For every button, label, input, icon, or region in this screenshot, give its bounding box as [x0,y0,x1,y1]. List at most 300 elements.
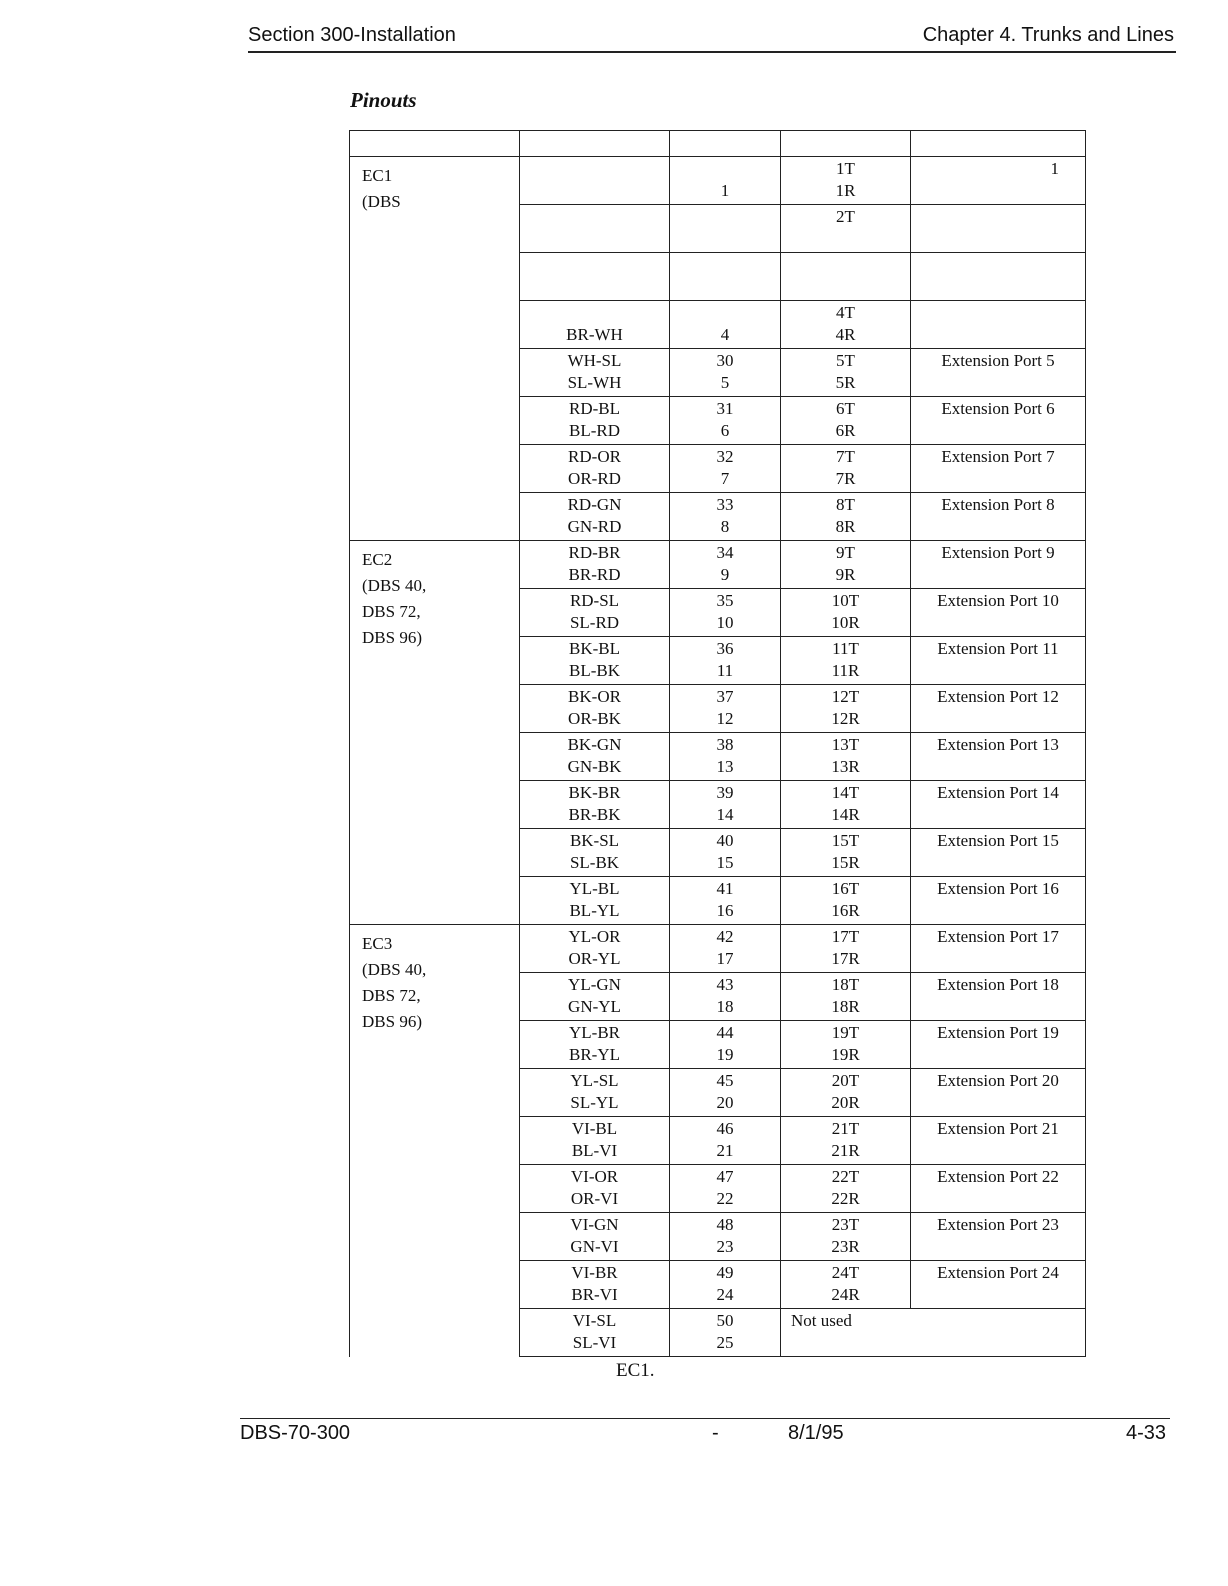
wire-color-cell-line: YL-BR [569,1023,620,1042]
pin-number-cell [670,541,781,589]
extension-port-cell [911,973,1086,1021]
pin-number-cell-line [670,158,780,180]
pin-number-cell-line: 43 [716,975,734,994]
wire-color-cell [520,253,670,301]
footer-page-number: 4-33 [1125,1422,1166,1444]
pin-number-cell-line: 9 [720,565,730,584]
wire-color-cell [520,1165,670,1213]
pin-number-cell-line: 14 [716,805,734,824]
pin-number-cell-line: 11 [716,661,734,680]
tip-ring-cell [781,733,911,781]
wire-color-cell [520,733,670,781]
wire-color-cell-line: GN-VI [570,1237,619,1256]
tip-ring-cell-line: 17R [831,949,860,968]
extension-port-cell [911,877,1086,925]
tip-ring-cell [781,541,911,589]
tip-ring-cell-line: 22T [831,1167,860,1186]
footer-date: 8/1/95 [788,1422,844,1444]
extension-port-cell [911,1021,1086,1069]
pin-number-cell-line [670,276,780,298]
footer-doc-number: DBS-70-300 [240,1422,351,1444]
wire-color-cell [520,781,670,829]
extension-port-cell [911,925,1086,973]
tip-ring-cell-line: 20R [831,1093,860,1112]
pin-number-cell [670,781,781,829]
pin-number-cell-line: 22 [716,1189,734,1208]
connector-group-line: DBS 96) [362,1012,422,1031]
extension-port-label: Extension Port 19 [937,1023,1059,1042]
tip-ring-cell [781,157,911,205]
pin-number-cell-line: 20 [716,1093,734,1112]
extension-port-cell [911,781,1086,829]
pin-number-cell-line: 35 [716,591,734,610]
wire-color-cell [520,685,670,733]
tip-ring-cell [781,637,911,685]
connector-group-line: DBS 96) [362,628,422,647]
wire-color-cell [520,301,670,349]
wire-color-cell-line: SL-VI [572,1333,617,1352]
tip-ring-cell-line: 7R [835,469,856,488]
tip-ring-cell-line: 22R [831,1189,860,1208]
tip-ring-cell-line: 4T [836,303,855,322]
tip-ring-cell [781,397,911,445]
table-caption: EC1. [616,1360,655,1381]
extension-port-cell [911,685,1086,733]
pinout-table-container [349,130,1085,1357]
pin-number-cell [670,1021,781,1069]
pin-number-cell-line: 8 [720,517,730,536]
extension-port-label: Extension Port 14 [937,783,1059,802]
wire-color-cell [520,1261,670,1309]
tip-ring-cell-line: 10R [831,613,860,632]
tip-ring-cell-line: Not used [791,1311,852,1330]
wire-color-cell-line: RD-SL [569,591,620,610]
extension-port-cell [911,829,1086,877]
extension-port-label: Extension Port 13 [937,735,1059,754]
wire-color-cell-line: RD-OR [568,447,621,466]
pin-number-cell [670,397,781,445]
wire-color-cell-line: VI-OR [570,1167,619,1186]
wire-color-cell-line: RD-BL [569,399,620,418]
pin-number-cell-line: 24 [716,1285,734,1304]
wire-color-cell-line: YL-OR [568,927,621,946]
tip-ring-cell [781,829,911,877]
table-row [350,157,1086,205]
pin-number-cell-line [670,206,780,228]
tip-ring-cell-line [781,254,910,276]
wire-color-cell-line: BL-YL [569,901,620,920]
tip-ring-cell-line: 16R [831,901,860,920]
tip-ring-cell [781,1117,911,1165]
wire-color-cell [520,349,670,397]
pin-number-cell-line: 46 [716,1119,734,1138]
table-row [350,925,1086,973]
wire-color-cell-line: BK-BL [569,639,620,658]
header-rule [248,51,1176,53]
wire-color-cell-line: SL-WH [567,373,622,392]
wire-color-cell-line: BL-VI [571,1141,618,1160]
footer-separator: - [712,1422,719,1444]
extension-port-label: Extension Port 9 [941,543,1055,562]
connector-group-line: DBS 72, [362,986,421,1005]
wire-color-cell-line: BR-WH [566,325,623,344]
wire-color-cell-line: SL-YL [570,1093,619,1112]
tip-ring-cell-line: 24R [831,1285,860,1304]
tip-ring-cell-line: 16T [831,879,860,898]
tip-ring-cell [781,445,911,493]
pin-number-cell-line: 39 [716,783,734,802]
pin-number-cell-line [670,302,780,324]
extension-port-label: Extension Port 21 [937,1119,1059,1138]
pin-number-cell [670,1117,781,1165]
pin-number-cell [670,637,781,685]
pin-number-cell [670,1309,781,1357]
extension-port-label: Extension Port 22 [937,1167,1059,1186]
pin-number-cell-line: 49 [716,1263,734,1282]
wire-color-cell-line: BK-SL [569,831,620,850]
pin-number-cell [670,1165,781,1213]
extension-port-cell [911,301,1086,349]
connector-group-line: (DBS 40, [362,576,427,595]
pin-number-cell-line: 6 [720,421,730,440]
tip-ring-cell [781,589,911,637]
pin-number-cell-line: 18 [716,997,734,1016]
pin-number-cell-line: 34 [716,543,734,562]
tip-ring-cell [781,1021,911,1069]
wire-color-cell-line: YL-BL [569,879,620,898]
extension-port-label: Extension Port 23 [937,1215,1059,1234]
pin-number-cell [670,733,781,781]
pin-number-cell [670,685,781,733]
tip-ring-cell-line: 8T [836,495,855,514]
tip-ring-cell-line: 17T [831,927,860,946]
pin-number-cell [670,157,781,205]
wire-color-cell [520,541,670,589]
pin-number-cell [670,973,781,1021]
wire-color-cell-line [520,228,669,250]
pin-number-cell-line: 16 [716,901,734,920]
extension-port-cell [911,397,1086,445]
tip-ring-cell [781,1261,911,1309]
wire-color-cell-line: BL-RD [569,421,620,440]
wire-color-cell [520,637,670,685]
wire-color-cell-line: BR-YL [569,1045,620,1064]
extension-port-label: Extension Port 20 [937,1071,1059,1090]
extension-port-cell [911,1117,1086,1165]
extension-port-cell [911,637,1086,685]
pin-number-cell-line: 42 [716,927,734,946]
wire-color-cell-line: RD-GN [567,495,622,514]
wire-color-cell-line: WH-SL [567,351,622,370]
pin-number-cell [670,1261,781,1309]
header-section-title: Section 300-Installation [248,24,456,46]
tip-ring-cell-line: 9R [835,565,856,584]
wire-color-cell-line: YL-GN [568,975,621,994]
header-cell [781,131,911,157]
tip-ring-cell-line: 2T [836,207,855,226]
connector-group-ec3 [350,925,520,1357]
wire-color-cell-line: GN-BK [567,757,622,776]
header-cell [520,131,670,157]
pin-number-cell [670,1069,781,1117]
header-cell [670,131,781,157]
tip-ring-cell-line: 19T [831,1023,860,1042]
wire-color-cell-line: OR-BK [568,709,621,728]
wire-color-cell-line: BR-VI [571,1285,618,1304]
connector-group-ec1 [350,157,520,541]
wire-color-cell-line: VI-BR [571,1263,618,1282]
pin-number-cell [670,1213,781,1261]
extension-port-cell [911,205,1086,253]
tip-ring-cell-line: 18R [831,997,860,1016]
tip-ring-cell [781,205,911,253]
pinout-table [349,130,1086,1357]
wire-color-cell-line [520,180,669,202]
tip-ring-cell-line: 15T [831,831,860,850]
pin-number-cell-line: 1 [720,181,730,200]
wire-color-cell-line [520,206,669,228]
wire-color-cell-line: BR-RD [568,565,621,584]
extension-port-label: Extension Port 8 [941,495,1055,514]
wire-color-cell [520,205,670,253]
extension-port-label: Extension Port 18 [937,975,1059,994]
connector-group-line: (DBS [362,192,401,211]
wire-color-cell-line: YL-SL [570,1071,619,1090]
connector-group-line: (DBS 40, [362,960,427,979]
wire-color-cell [520,829,670,877]
wire-color-cell [520,1213,670,1261]
tip-ring-cell-line: 1T [836,159,855,178]
tip-ring-cell-line: 23R [831,1237,860,1256]
pin-number-cell-line: 13 [716,757,734,776]
pin-number-cell-line: 50 [716,1311,734,1330]
wire-color-cell [520,493,670,541]
pin-number-cell-line [670,228,780,250]
pin-number-cell-line: 10 [716,613,734,632]
wire-color-cell-line [520,302,669,324]
header-cell [350,131,520,157]
tip-ring-cell [781,781,911,829]
tip-ring-cell-line: 11R [831,661,860,680]
tip-ring-cell-line: 20T [831,1071,860,1090]
tip-ring-cell [781,1165,911,1213]
pin-number-cell [670,925,781,973]
tip-ring-cell-line: 21T [831,1119,860,1138]
wire-color-cell [520,1117,670,1165]
tip-ring-cell-line: 19R [831,1045,860,1064]
pin-number-cell-line: 17 [716,949,734,968]
tip-ring-cell-line: 18T [831,975,860,994]
wire-color-cell-line [520,276,669,298]
extension-port-cell [911,1261,1086,1309]
pin-number-cell [670,877,781,925]
pin-number-cell-line: 31 [716,399,734,418]
header-cell [911,131,1086,157]
wire-color-cell-line [520,254,669,276]
extension-port-label: Extension Port 6 [941,399,1055,418]
wire-color-cell-line: VI-GN [570,1215,619,1234]
wire-color-cell-line: BR-BK [568,805,621,824]
pin-number-cell [670,829,781,877]
tip-ring-cell-line: 6T [836,399,855,418]
pin-number-cell [670,349,781,397]
wire-color-cell [520,1021,670,1069]
pin-number-cell-line: 41 [716,879,734,898]
connector-group-ec2 [350,541,520,925]
tip-ring-cell-line: 11T [832,639,859,658]
connector-group-line: DBS 72, [362,602,421,621]
pin-number-cell-line: 4 [720,325,730,344]
tip-ring-cell [781,1069,911,1117]
wire-color-cell-line: BK-GN [567,735,622,754]
wire-color-cell-line [520,158,669,180]
pin-number-cell-line [670,254,780,276]
wire-color-cell-line: GN-RD [567,517,622,536]
extension-port-cell [911,445,1086,493]
extension-port-cell [911,541,1086,589]
tip-ring-cell-line: 14R [831,805,860,824]
extension-port-label: Extension Port 16 [937,879,1059,898]
pin-number-cell-line: 47 [716,1167,734,1186]
tip-ring-cell [781,973,911,1021]
tip-ring-cell-line: 14T [831,783,860,802]
tip-ring-cell-line: 10T [831,591,860,610]
extension-port-cell [911,493,1086,541]
page-title: Pinouts [350,88,417,112]
wire-color-cell-line: OR-VI [570,1189,619,1208]
extension-port-label: Extension Port 12 [937,687,1059,706]
extension-port-cell [911,1213,1086,1261]
pin-number-cell [670,445,781,493]
wire-color-cell-line: RD-BR [568,543,621,562]
pin-number-cell-line: 40 [716,831,734,850]
extension-port-cell [911,253,1086,301]
pin-number-cell-line: 32 [716,447,734,466]
extension-port-cell [911,349,1086,397]
extension-port-cell [911,733,1086,781]
pin-number-cell-line: 30 [716,351,734,370]
extension-port-label: Extension Port 7 [941,447,1055,466]
extension-port-cell [911,1069,1086,1117]
footer-rule [240,1418,1170,1419]
wire-color-cell [520,397,670,445]
extension-port-label: Extension Port 11 [937,639,1059,658]
pin-number-cell-line: 44 [716,1023,734,1042]
wire-color-cell-line: BL-BK [569,661,620,680]
extension-port-label: Extension Port 15 [937,831,1059,850]
tip-ring-cell-line [781,228,910,250]
tip-ring-cell [781,253,911,301]
tip-ring-cell [781,493,911,541]
tip-ring-cell-line: 13T [831,735,860,754]
wire-color-cell [520,589,670,637]
pin-number-cell-line: 33 [716,495,734,514]
wire-color-cell [520,973,670,1021]
tip-ring-cell [781,925,911,973]
wire-color-cell-line: BK-OR [568,687,621,706]
tip-ring-cell [781,1309,1086,1357]
wire-color-cell [520,925,670,973]
extension-port-label: Extension Port 24 [937,1263,1059,1282]
pin-number-cell-line: 12 [716,709,734,728]
pin-number-cell-line: 48 [716,1215,734,1234]
extension-port-label: Extension Port 10 [937,591,1059,610]
pin-number-cell-line: 5 [720,373,730,392]
pin-number-cell-line: 45 [716,1071,734,1090]
wire-color-cell-line: VI-SL [572,1311,617,1330]
tip-ring-cell-line: 1R [835,181,856,200]
pin-number-cell [670,301,781,349]
pin-number-cell-line: 7 [720,469,730,488]
pin-number-cell-line: 19 [716,1045,734,1064]
extension-port-label: Extension Port 5 [941,351,1055,370]
wire-color-cell [520,1069,670,1117]
wire-color-cell-line: BK-BR [568,783,621,802]
wire-color-cell [520,157,670,205]
pin-number-cell-line: 38 [716,735,734,754]
tip-ring-cell-line: 15R [831,853,860,872]
tip-ring-cell-line [781,276,910,298]
wire-color-cell [520,445,670,493]
pin-number-cell-line: 37 [716,687,734,706]
tip-ring-cell-line: 8R [835,517,856,536]
pin-number-cell [670,253,781,301]
tip-ring-cell-line: 12T [831,687,860,706]
tip-ring-cell-line: 7T [836,447,855,466]
wire-color-cell-line: VI-BL [571,1119,618,1138]
extension-port-label: 1 [1050,159,1059,178]
tip-ring-cell-line: 21R [831,1141,860,1160]
tip-ring-cell-line: 23T [831,1215,860,1234]
connector-group-line: EC3 [362,934,393,953]
pin-number-cell [670,589,781,637]
pin-number-cell-line: 25 [716,1333,734,1352]
pin-number-cell-line: 23 [716,1237,734,1256]
wire-color-cell-line: SL-RD [569,613,620,632]
tip-ring-cell [781,877,911,925]
tip-ring-cell [781,301,911,349]
tip-ring-cell-line: 6R [835,421,856,440]
tip-ring-cell-line: 4R [835,325,856,344]
pin-number-cell-line: 36 [716,639,734,658]
table-body [350,157,1086,1357]
tip-ring-cell-line: 5T [836,351,855,370]
extension-port-cell [911,1165,1086,1213]
wire-color-cell [520,877,670,925]
tip-ring-cell-line: 9T [836,543,855,562]
connector-group-line: EC2 [362,550,393,569]
extension-port-cell [911,157,1086,205]
tip-ring-cell-line: 12R [831,709,860,728]
wire-color-cell-line: OR-YL [568,949,621,968]
tip-ring-cell [781,685,911,733]
tip-ring-cell [781,349,911,397]
tip-ring-cell-line: 24T [831,1263,860,1282]
pin-number-cell-line: 21 [716,1141,734,1160]
tip-ring-cell-line: 13R [831,757,860,776]
extension-port-label: Extension Port 17 [937,927,1059,946]
table-row [350,541,1086,589]
table-header-row [350,131,1086,157]
pin-number-cell [670,205,781,253]
wire-color-cell-line: GN-YL [568,997,621,1016]
extension-port-cell [911,589,1086,637]
wire-color-cell-line: SL-BK [569,853,620,872]
wire-color-cell [520,1309,670,1357]
pin-number-cell-line: 15 [716,853,734,872]
header-chapter-title: Chapter 4. Trunks and Lines [922,24,1174,46]
tip-ring-cell-line: 5R [835,373,856,392]
